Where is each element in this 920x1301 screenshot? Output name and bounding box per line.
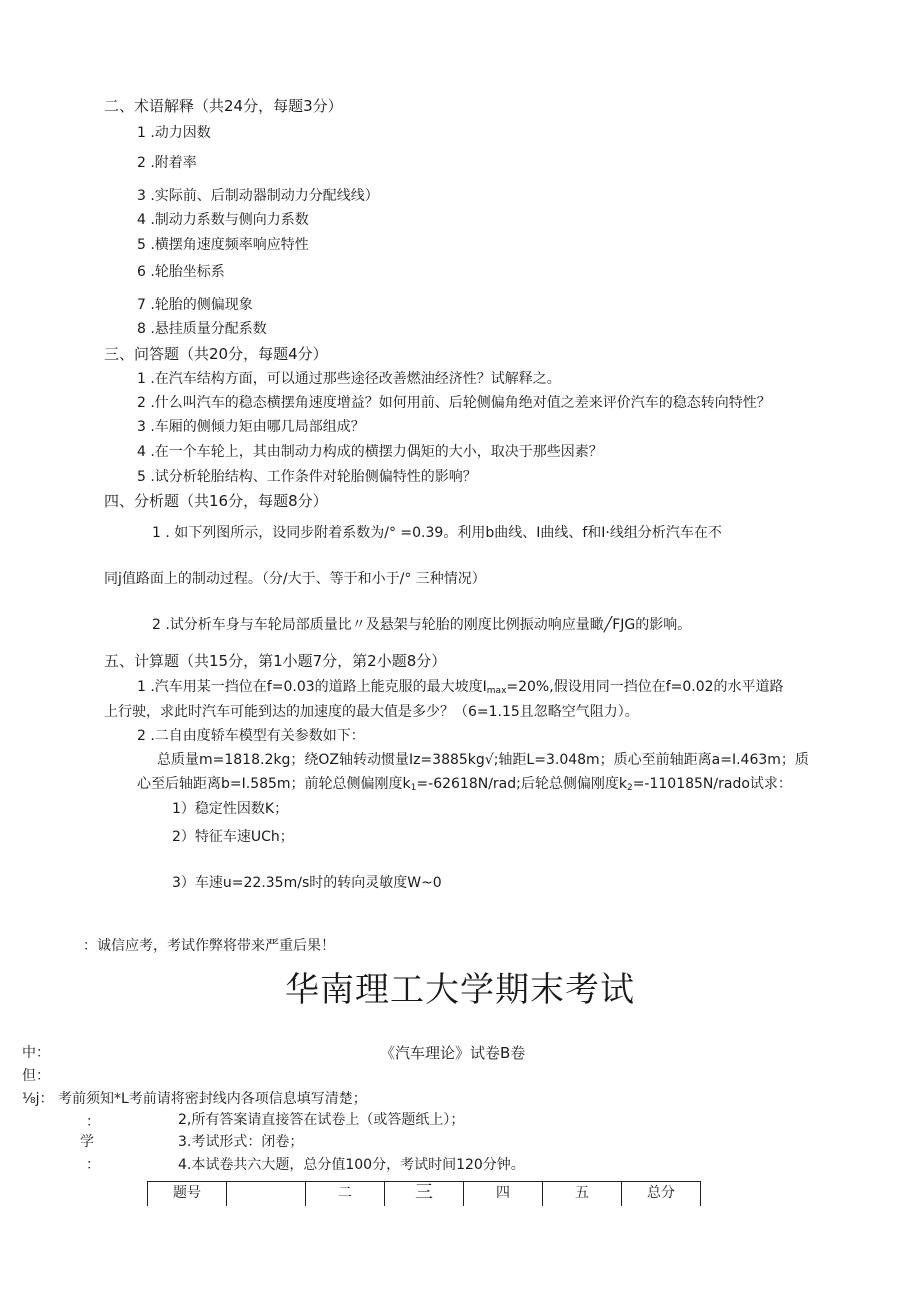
section3-item-3: 3 .车厢的侧倾力矩由哪几局部组成？ <box>137 419 365 435</box>
score-cell-1 <box>227 1182 306 1207</box>
score-cell-label: 题号 <box>148 1182 227 1207</box>
section2-item-2: 2 .附着率 <box>137 155 197 171</box>
notes-line-3: 3.考试形式：闭卷； <box>178 1134 304 1150</box>
score-cell-2: 二 <box>306 1182 385 1207</box>
section4-q2: 2 .试分析车身与车轮局部质量比〃及悬架与轮胎的刚度比例振动响应量瞰╱FJG的影响。 <box>152 617 692 633</box>
integrity-warning: ：诚信应考，考试作弊将带来严重后果！ <box>83 938 335 954</box>
section2-item-7: 7 .轮胎的侧偏现象 <box>137 297 253 313</box>
section5-q1-line1: 1 .汽车用某一挡位在f=0.03的道路上能克服的最大坡度$I_{max}=20\%$,假设用同一挡位在f=0.02的水平道路 <box>137 679 784 696</box>
margin-char-1: 中： <box>22 1045 50 1061</box>
score-table <box>147 1181 701 1206</box>
margin-char-2: 但： <box>22 1068 50 1084</box>
score-cell-3: 三 <box>385 1182 464 1207</box>
notes-line-1: 考前须知*L考前请将密封线内各项信息填写清楚； <box>58 1091 367 1107</box>
section2-item-8: 8 .悬挂质量分配系数 <box>137 321 267 337</box>
section2-item-4: 4 .制动力系数与侧向力系数 <box>137 212 309 228</box>
exam-subtitle: 《汽车理论》试卷B卷 <box>380 1044 526 1062</box>
section5-q1-line2: 上行驶，求此时汽车可能到达的加速度的最大值是多少？（6=1.15且忽略空气阻力）。 <box>104 704 639 720</box>
score-cell-5: 五 <box>543 1182 622 1207</box>
section3-item-4: 4 .在一个车轮上，其由制动力构成的横摆力偶矩的大小，取决于那些因素？ <box>137 444 603 460</box>
margin-char-4: ： <box>86 1114 100 1130</box>
margin-char-6: ： <box>86 1157 100 1173</box>
section5-q2-sub2: 2）特征车速UCh； <box>172 829 294 845</box>
section4-q1-line1: 1 . 如下列图所示，设同步附着系数为/° =0.39。利用b曲线、I曲线、f和I·线组分析汽车在不 <box>152 525 722 541</box>
section3-item-1: 1 .在汽车结构方面，可以通过那些途径改善燃油经济性？试解释之。 <box>137 371 561 387</box>
exam-title: 华南理工大学期末考试 <box>285 970 635 1010</box>
section5-q2-heading: 2 .二自由度轿车模型有关参数如下： <box>137 728 365 744</box>
section3-heading: 三、问答题（共20分，每题4分） <box>104 345 328 363</box>
score-cell-4: 四 <box>464 1182 543 1207</box>
section2-heading: 二、术语解释（共24分，每题3分） <box>104 97 343 115</box>
section3-item-5: 5 .试分析轮胎结构、工作条件对轮胎侧偏特性的影响？ <box>137 469 477 485</box>
section2-item-1: 1 .动力因数 <box>137 125 211 141</box>
score-table-row <box>148 1182 701 1207</box>
score-cell-total: 总分 <box>622 1182 701 1207</box>
section5-heading: 五、计算题（共15分，第1小题7分，第2小题8分） <box>104 652 447 670</box>
notes-line-2: 2,所有答案请直接答在试卷上（或答题纸上）； <box>178 1112 465 1128</box>
section3-item-2: 2 .什么叫汽车的稳态横摆角速度增益？如何用前、后轮侧偏角绝对值之差来评价汽车的稳态转向特性？ <box>137 395 771 411</box>
section5-q2-line1: 总质量m=1818.2kg；绕OZ轴转动惯量Iz=3885kg√;轴距L=3.048m；质心至前轴距离a=I.463m；质 <box>157 752 809 768</box>
section4-q1-line2: 同j值路面上的制动过程。（分/大于、等于和小于/° 三种情况） <box>104 571 486 587</box>
section5-q2-sub1: 1）稳定性因数K； <box>172 801 289 817</box>
section2-item-6: 6 .轮胎坐标系 <box>137 264 225 280</box>
section5-q2-line2: 心至后轴距离b=I.585m；前轮总侧偏刚度$k_1=-62618N∕rad$;后轮总侧偏刚度$k_2=-110185N∕rado$试求： <box>137 776 792 793</box>
section2-item-5: 5 .横摆角速度频率响应特性 <box>137 237 309 253</box>
margin-char-3: ⅛j： <box>22 1091 54 1107</box>
margin-char-5: 学 <box>80 1134 94 1150</box>
section4-heading: 四、分析题（共16分，每题8分） <box>104 492 328 510</box>
notes-line-4: 4.本试卷共六大题，总分值100分，考试时间120分钟。 <box>178 1157 525 1173</box>
section5-q2-sub3: 3）车速u=22.35m∕s时的转向灵敏度W~0 <box>172 875 442 891</box>
section2-item-3: 3 .实际前、后制动器制动力分配线线） <box>137 188 379 204</box>
